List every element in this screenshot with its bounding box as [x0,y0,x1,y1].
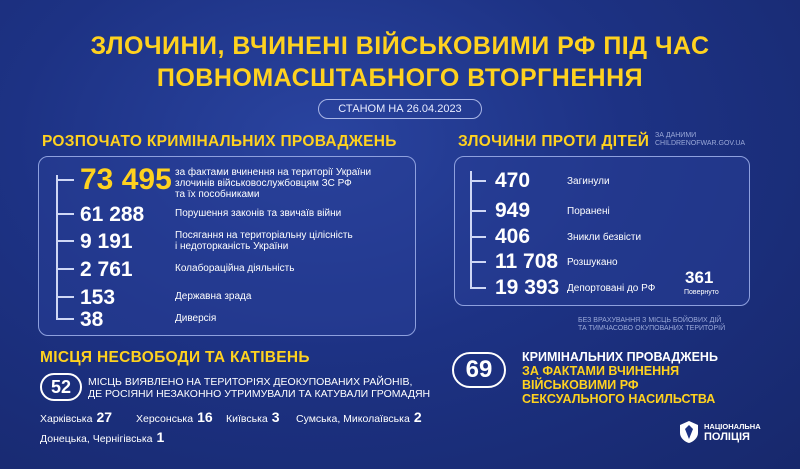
title-line-2: ПОВНОМАСШТАБНОГО ВТОРГНЕННЯ [156,64,644,92]
tick [470,180,486,182]
children-bracket [470,171,472,289]
children-item-value: 406 [495,225,531,248]
criminal-item-label: Диверсія [175,313,217,324]
tick [470,210,486,212]
criminal-total-label-2: злочинів військовослужбовцям ЗС РФ [175,178,352,189]
criminal-total-label-1: за фактами вчинення на території України [175,167,372,178]
title-line-1: ЗЛОЧИНИ, ВЧИНЕНІ ВІЙСЬКОВИМИ РФ ПІД ЧАС [90,32,710,60]
children-returned-label: Повернуто [684,289,719,296]
detention-text-1: МІСЦЬ ВИЯВЛЕНО НА ТЕРИТОРІЯХ ДЕОКУПОВАНИХ РАЙОНІВ, [88,376,413,388]
criminal-item-label: Порушення законів та звичаїв війни [175,208,342,219]
criminal-total-label-3: та їх пособниками [175,189,260,200]
region-item: Сумська, Миколаївська 2 [296,409,422,425]
region-item: Харківська 27 [40,409,113,425]
children-item-label: Розшукано [567,257,618,268]
criminal-item-value: 9 191 [80,230,133,253]
detention-count: 52 [40,373,82,401]
tick [470,287,486,289]
criminal-heading: РОЗПОЧАТО КРИМІНАЛЬНИХ ПРОВАДЖЕНЬ [42,133,397,150]
children-item-value: 11 708 [495,250,559,273]
logo-line-2: ПОЛІЦІЯ [704,431,750,443]
detention-text-2: ДЕ РОСІЯНИ НЕЗАКОННО УТРИМУВАЛИ ТА КАТУВАЛИ ГРОМАДЯН [88,388,431,400]
criminal-item-label: і недоторканість України [175,241,289,252]
children-returned-value: 361 [685,268,714,287]
children-source-2: CHILDRENOFWAR.GOV.UA [655,140,746,147]
tick [56,179,74,181]
sexual-violence-line-4: СЕКСУАЛЬНОГО НАСИЛЬСТВА [522,392,716,406]
children-item-value: 949 [495,199,531,222]
detention-heading: МІСЦЯ НЕСВОБОДИ ТА КАТІВЕНЬ [40,349,310,366]
tick [56,318,74,320]
children-note-2: ТА ТИМЧАСОВО ОКУПОВАНИХ ТЕРИТОРІЙ [578,325,726,332]
criminal-item-value: 153 [80,286,116,309]
tick [470,261,486,263]
tick [56,240,74,242]
criminal-total: 73 495 [80,163,172,196]
children-note-1: БЕЗ ВРАХУВАННЯ З МІСЦЬ БОЙОВИХ ДІЙ [578,317,722,324]
criminal-item-label: Колабораційна діяльність [175,263,295,274]
criminal-item-value: 38 [80,308,104,331]
date-badge: СТАНОМ НА 26.04.2023 [318,99,482,119]
sexual-violence-count: 69 [452,352,506,388]
tick [56,213,74,215]
police-badge-icon [678,420,700,444]
tick [56,268,74,270]
sexual-violence-line-2: ЗА ФАКТАМИ ВЧИНЕННЯ [522,364,680,378]
criminal-item-label: Державна зрада [175,291,252,302]
children-item-label: Поранені [567,206,610,217]
children-item-value: 19 393 [495,276,560,299]
children-heading: ЗЛОЧИНИ ПРОТИ ДІТЕЙ [458,133,650,150]
region-item: Донецька, Чернігівська 1 [40,429,165,445]
tick [470,236,486,238]
criminal-item-label: Посягання на територіальну цілісність [175,230,353,241]
tick [56,296,74,298]
children-item-label: Загинули [567,176,610,187]
sexual-violence-line-3: ВІЙСЬКОВИМИ РФ [522,378,639,392]
region-item: Київська 3 [226,409,280,425]
sexual-violence-line-1: КРИМІНАЛЬНИХ ПРОВАДЖЕНЬ [522,350,718,364]
children-item-label: Зникли безвісти [567,232,642,243]
children-source-1: ЗА ДАНИМИ [655,132,697,139]
region-item: Херсонська 16 [136,409,213,425]
logo-line-1: НАЦІОНАЛЬНА [704,422,761,431]
criminal-item-value: 2 761 [80,258,133,281]
criminal-item-value: 61 288 [80,203,145,226]
children-item-value: 470 [495,169,531,192]
children-item-label: Депортовані до РФ [567,283,656,294]
